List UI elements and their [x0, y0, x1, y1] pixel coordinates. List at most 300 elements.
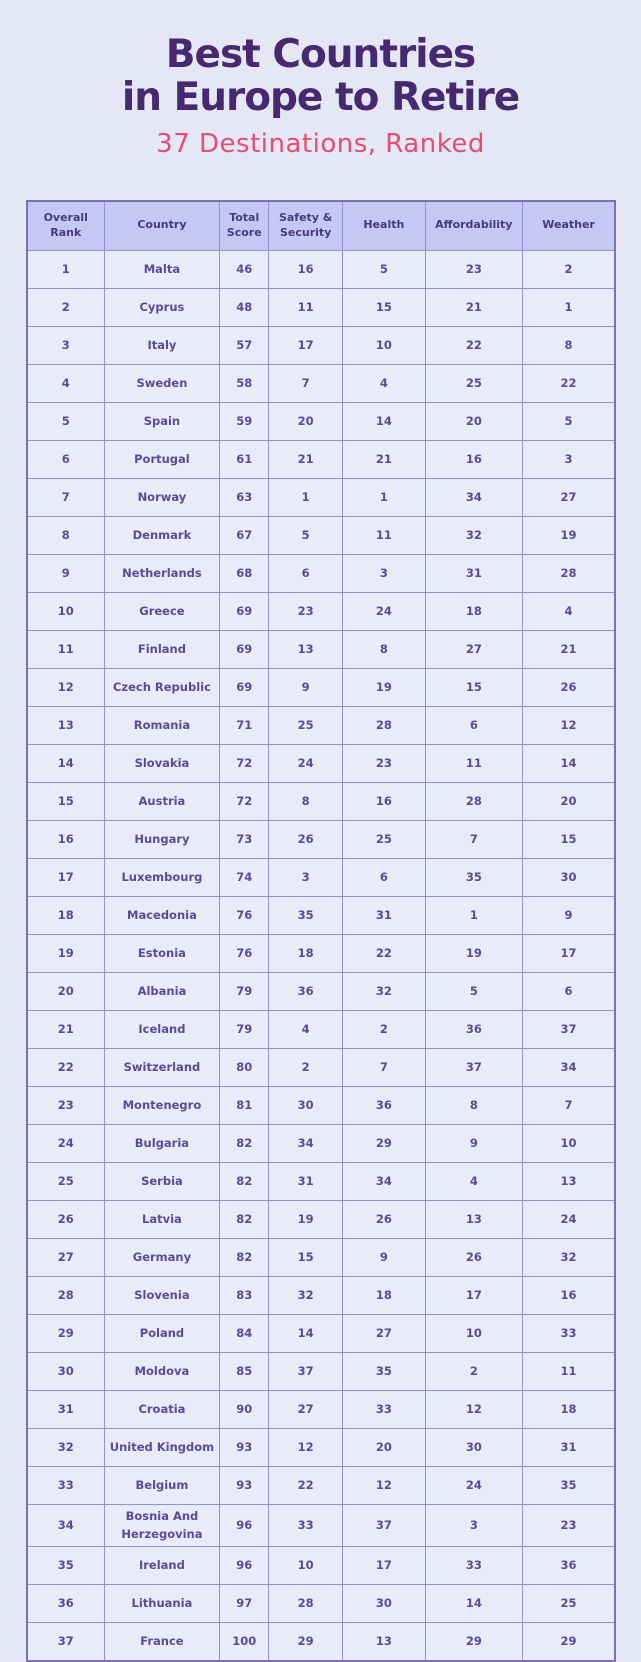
rank-cell: 34: [27, 1504, 104, 1546]
health-cell: 30: [343, 1584, 425, 1622]
total-score-cell: 96: [220, 1546, 269, 1584]
country-cell: Moldova: [104, 1352, 220, 1390]
affordability-cell: 24: [425, 1466, 523, 1504]
weather-cell: 7: [523, 1086, 615, 1124]
rank-cell: 24: [27, 1124, 104, 1162]
affordability-cell: 6: [425, 706, 523, 744]
affordability-cell: 19: [425, 934, 523, 972]
weather-cell: 28: [523, 554, 615, 592]
affordability-cell: 37: [425, 1048, 523, 1086]
affordability-cell: 4: [425, 1162, 523, 1200]
rank-cell: 4: [27, 364, 104, 402]
table-header-row: [27, 201, 615, 251]
weather-cell: 14: [523, 744, 615, 782]
table-row: [27, 972, 615, 1010]
table-header: [27, 201, 615, 251]
country-cell: Romania: [104, 706, 220, 744]
total-score-cell: 97: [220, 1584, 269, 1622]
country-cell: Germany: [104, 1238, 220, 1276]
country-cell: Greece: [104, 592, 220, 630]
health-cell: 13: [343, 1622, 425, 1661]
health-cell: 36: [343, 1086, 425, 1124]
weather-cell: 9: [523, 896, 615, 934]
health-cell: 33: [343, 1390, 425, 1428]
country-cell: Cyprus: [104, 288, 220, 326]
affordability-cell: 25: [425, 364, 523, 402]
table-row: [27, 858, 615, 896]
health-cell: 9: [343, 1238, 425, 1276]
safety-security-cell: 3: [269, 858, 343, 896]
affordability-cell: 36: [425, 1010, 523, 1048]
weather-cell: 34: [523, 1048, 615, 1086]
page-subtitle: 37 Destinations, Ranked: [156, 128, 485, 159]
affordability-cell: 5: [425, 972, 523, 1010]
country-cell: Lithuania: [104, 1584, 220, 1622]
safety-security-cell: 6: [269, 554, 343, 592]
rank-cell: 15: [27, 782, 104, 820]
total-score-cell: 79: [220, 972, 269, 1010]
page-title-line2: in Europe to Retire: [121, 74, 520, 120]
safety-security-cell: 5: [269, 516, 343, 554]
country-cell: Iceland: [104, 1010, 220, 1048]
safety-security-cell: 17: [269, 326, 343, 364]
health-cell: 12: [343, 1466, 425, 1504]
health-cell: 19: [343, 668, 425, 706]
affordability-cell: 8: [425, 1086, 523, 1124]
weather-cell: 2: [523, 250, 615, 288]
table-row: [27, 1390, 615, 1428]
total-score-cell: 69: [220, 668, 269, 706]
table-row: [27, 288, 615, 326]
rank-cell: 28: [27, 1276, 104, 1314]
weather-cell: 31: [523, 1428, 615, 1466]
country-cell: Hungary: [104, 820, 220, 858]
safety-security-cell: 2: [269, 1048, 343, 1086]
table-row: [27, 250, 615, 288]
safety-security-cell: 35: [269, 896, 343, 934]
affordability-cell: 11: [425, 744, 523, 782]
table-row: [27, 440, 615, 478]
country-cell: Montenegro: [104, 1086, 220, 1124]
weather-cell: 37: [523, 1010, 615, 1048]
country-cell: Serbia: [104, 1162, 220, 1200]
safety-security-cell: 1: [269, 478, 343, 516]
table-row: [27, 326, 615, 364]
health-cell: 35: [343, 1352, 425, 1390]
health-cell: 24: [343, 592, 425, 630]
affordability-cell: 34: [425, 478, 523, 516]
country-cell: Bulgaria: [104, 1124, 220, 1162]
country-cell: Slovakia: [104, 744, 220, 782]
country-cell: Ireland: [104, 1546, 220, 1584]
safety-security-cell: 31: [269, 1162, 343, 1200]
rank-cell: 12: [27, 668, 104, 706]
rank-cell: 33: [27, 1466, 104, 1504]
safety-security-cell: 30: [269, 1086, 343, 1124]
safety-security-cell: 8: [269, 782, 343, 820]
total-score-cell: 82: [220, 1200, 269, 1238]
health-cell: 34: [343, 1162, 425, 1200]
affordability-cell: 12: [425, 1390, 523, 1428]
safety-security-cell: 37: [269, 1352, 343, 1390]
total-score-cell: 46: [220, 250, 269, 288]
health-cell: 5: [343, 250, 425, 288]
page-title-line1: Best Countries: [165, 32, 476, 77]
weather-cell: 12: [523, 706, 615, 744]
rank-cell: 8: [27, 516, 104, 554]
health-cell: 29: [343, 1124, 425, 1162]
weather-cell: 17: [523, 934, 615, 972]
total-score-cell: 100: [220, 1622, 269, 1661]
affordability-cell: 27: [425, 630, 523, 668]
safety-security-cell: 7: [269, 364, 343, 402]
health-cell: 22: [343, 934, 425, 972]
country-cell: Netherlands: [104, 554, 220, 592]
table-row: [27, 1428, 615, 1466]
health-cell: 27: [343, 1314, 425, 1352]
weather-cell: 19: [523, 516, 615, 554]
table-row: [27, 1276, 615, 1314]
affordability-cell: 2: [425, 1352, 523, 1390]
total-score-cell: 82: [220, 1162, 269, 1200]
health-cell: 2: [343, 1010, 425, 1048]
rank-cell: 29: [27, 1314, 104, 1352]
total-score-cell: 73: [220, 820, 269, 858]
rank-cell: 6: [27, 440, 104, 478]
total-score-cell: 83: [220, 1276, 269, 1314]
health-cell: 16: [343, 782, 425, 820]
country-cell: Belgium: [104, 1466, 220, 1504]
country-cell: Slovenia: [104, 1276, 220, 1314]
health-cell: 6: [343, 858, 425, 896]
country-cell: Estonia: [104, 934, 220, 972]
table-row: [27, 402, 615, 440]
total-score-cell: 57: [220, 326, 269, 364]
weather-cell: 18: [523, 1390, 615, 1428]
table-row: [27, 630, 615, 668]
table-row: [27, 1086, 615, 1124]
affordability-cell: 21: [425, 288, 523, 326]
weather-cell: 26: [523, 668, 615, 706]
safety-security-cell: 19: [269, 1200, 343, 1238]
safety-security-cell: 11: [269, 288, 343, 326]
country-cell: Latvia: [104, 1200, 220, 1238]
safety-security-cell: 26: [269, 820, 343, 858]
weather-cell: 23: [523, 1504, 615, 1546]
safety-security-cell: 13: [269, 630, 343, 668]
affordability-cell: 9: [425, 1124, 523, 1162]
safety-security-cell: 20: [269, 402, 343, 440]
weather-cell: 35: [523, 1466, 615, 1504]
col-header-weather: Weather: [523, 201, 615, 251]
table-body: [27, 250, 615, 1660]
weather-cell: 36: [523, 1546, 615, 1584]
health-cell: 37: [343, 1504, 425, 1546]
total-score-cell: 69: [220, 630, 269, 668]
table-row: [27, 934, 615, 972]
safety-security-cell: 28: [269, 1584, 343, 1622]
table-row: [27, 1124, 615, 1162]
health-cell: 8: [343, 630, 425, 668]
affordability-cell: 15: [425, 668, 523, 706]
total-score-cell: 93: [220, 1428, 269, 1466]
rank-cell: 11: [27, 630, 104, 668]
country-cell: Croatia: [104, 1390, 220, 1428]
affordability-cell: 16: [425, 440, 523, 478]
affordability-cell: 22: [425, 326, 523, 364]
total-score-cell: 74: [220, 858, 269, 896]
table-row: [27, 1238, 615, 1276]
rank-cell: 23: [27, 1086, 104, 1124]
affordability-cell: 1: [425, 896, 523, 934]
health-cell: 7: [343, 1048, 425, 1086]
rank-cell: 17: [27, 858, 104, 896]
rank-cell: 27: [27, 1238, 104, 1276]
weather-cell: 25: [523, 1584, 615, 1622]
rank-cell: 2: [27, 288, 104, 326]
health-cell: 20: [343, 1428, 425, 1466]
table-row: [27, 1048, 615, 1086]
safety-security-cell: 24: [269, 744, 343, 782]
rank-cell: 9: [27, 554, 104, 592]
country-cell: Switzerland: [104, 1048, 220, 1086]
safety-security-cell: 9: [269, 668, 343, 706]
safety-security-cell: 33: [269, 1504, 343, 1546]
page-title: [0, 34, 641, 120]
safety-security-cell: 14: [269, 1314, 343, 1352]
rank-cell: 31: [27, 1390, 104, 1428]
safety-security-cell: 12: [269, 1428, 343, 1466]
table-row: [27, 1010, 615, 1048]
affordability-cell: 14: [425, 1584, 523, 1622]
total-score-cell: 48: [220, 288, 269, 326]
rank-cell: 21: [27, 1010, 104, 1048]
col-header-safety-security: Safety & Security: [269, 201, 343, 251]
weather-cell: 3: [523, 440, 615, 478]
affordability-cell: 33: [425, 1546, 523, 1584]
rank-cell: 5: [27, 402, 104, 440]
table-row: [27, 1200, 615, 1238]
total-score-cell: 82: [220, 1238, 269, 1276]
safety-security-cell: 34: [269, 1124, 343, 1162]
safety-security-cell: 18: [269, 934, 343, 972]
col-header-country: Country: [104, 201, 220, 251]
table-row: [27, 1504, 615, 1546]
affordability-cell: 29: [425, 1622, 523, 1661]
affordability-cell: 20: [425, 402, 523, 440]
health-cell: 14: [343, 402, 425, 440]
rank-cell: 1: [27, 250, 104, 288]
table-row: [27, 1352, 615, 1390]
col-header-affordability: Affordability: [425, 201, 523, 251]
country-cell: Italy: [104, 326, 220, 364]
weather-cell: 13: [523, 1162, 615, 1200]
safety-security-cell: 4: [269, 1010, 343, 1048]
weather-cell: 32: [523, 1238, 615, 1276]
rank-cell: 20: [27, 972, 104, 1010]
safety-security-cell: 32: [269, 1276, 343, 1314]
table-row: [27, 1622, 615, 1661]
weather-cell: 5: [523, 402, 615, 440]
rank-cell: 32: [27, 1428, 104, 1466]
rank-cell: 37: [27, 1622, 104, 1661]
col-header-total-score: Total Score: [220, 201, 269, 251]
health-cell: 10: [343, 326, 425, 364]
affordability-cell: 32: [425, 516, 523, 554]
rank-cell: 36: [27, 1584, 104, 1622]
safety-security-cell: 25: [269, 706, 343, 744]
country-cell: Norway: [104, 478, 220, 516]
weather-cell: 11: [523, 1352, 615, 1390]
rank-cell: 13: [27, 706, 104, 744]
health-cell: 23: [343, 744, 425, 782]
table-row: [27, 1466, 615, 1504]
rank-cell: 26: [27, 1200, 104, 1238]
weather-cell: 27: [523, 478, 615, 516]
health-cell: 28: [343, 706, 425, 744]
country-cell: Albania: [104, 972, 220, 1010]
country-cell: Bosnia And Herzegovina: [104, 1504, 220, 1546]
total-score-cell: 58: [220, 364, 269, 402]
weather-cell: 8: [523, 326, 615, 364]
table-row: [27, 478, 615, 516]
total-score-cell: 59: [220, 402, 269, 440]
rank-cell: 16: [27, 820, 104, 858]
country-cell: Luxembourg: [104, 858, 220, 896]
weather-cell: 33: [523, 1314, 615, 1352]
rank-cell: 19: [27, 934, 104, 972]
rank-cell: 30: [27, 1352, 104, 1390]
weather-cell: 20: [523, 782, 615, 820]
total-score-cell: 69: [220, 592, 269, 630]
weather-cell: 4: [523, 592, 615, 630]
safety-security-cell: 16: [269, 250, 343, 288]
total-score-cell: 90: [220, 1390, 269, 1428]
total-score-cell: 80: [220, 1048, 269, 1086]
health-cell: 26: [343, 1200, 425, 1238]
weather-cell: 6: [523, 972, 615, 1010]
weather-cell: 16: [523, 1276, 615, 1314]
rank-cell: 18: [27, 896, 104, 934]
affordability-cell: 23: [425, 250, 523, 288]
table-row: [27, 1546, 615, 1584]
weather-cell: 21: [523, 630, 615, 668]
health-cell: 17: [343, 1546, 425, 1584]
total-score-cell: 68: [220, 554, 269, 592]
safety-security-cell: 22: [269, 1466, 343, 1504]
safety-security-cell: 21: [269, 440, 343, 478]
rank-cell: 3: [27, 326, 104, 364]
table-row: [27, 554, 615, 592]
country-cell: Czech Republic: [104, 668, 220, 706]
table-row: [27, 364, 615, 402]
affordability-cell: 7: [425, 820, 523, 858]
country-cell: Sweden: [104, 364, 220, 402]
weather-cell: 10: [523, 1124, 615, 1162]
country-cell: United Kingdom: [104, 1428, 220, 1466]
health-cell: 25: [343, 820, 425, 858]
country-cell: Finland: [104, 630, 220, 668]
total-score-cell: 85: [220, 1352, 269, 1390]
total-score-cell: 76: [220, 934, 269, 972]
country-cell: Macedonia: [104, 896, 220, 934]
table-row: [27, 896, 615, 934]
rank-cell: 14: [27, 744, 104, 782]
affordability-cell: 30: [425, 1428, 523, 1466]
total-score-cell: 72: [220, 744, 269, 782]
total-score-cell: 63: [220, 478, 269, 516]
weather-cell: 15: [523, 820, 615, 858]
safety-security-cell: 10: [269, 1546, 343, 1584]
rank-cell: 7: [27, 478, 104, 516]
total-score-cell: 81: [220, 1086, 269, 1124]
country-cell: Denmark: [104, 516, 220, 554]
table-row: [27, 1314, 615, 1352]
weather-cell: 24: [523, 1200, 615, 1238]
safety-security-cell: 36: [269, 972, 343, 1010]
country-cell: Poland: [104, 1314, 220, 1352]
weather-cell: 22: [523, 364, 615, 402]
country-cell: Spain: [104, 402, 220, 440]
total-score-cell: 61: [220, 440, 269, 478]
weather-cell: 1: [523, 288, 615, 326]
total-score-cell: 96: [220, 1504, 269, 1546]
table-row: [27, 820, 615, 858]
table-row: [27, 592, 615, 630]
health-cell: 4: [343, 364, 425, 402]
affordability-cell: 17: [425, 1276, 523, 1314]
rank-cell: 22: [27, 1048, 104, 1086]
table-row: [27, 1162, 615, 1200]
total-score-cell: 67: [220, 516, 269, 554]
total-score-cell: 82: [220, 1124, 269, 1162]
col-header-overall-rank: Overall Rank: [27, 201, 104, 251]
affordability-cell: 18: [425, 592, 523, 630]
health-cell: 18: [343, 1276, 425, 1314]
total-score-cell: 93: [220, 1466, 269, 1504]
weather-cell: 30: [523, 858, 615, 896]
rank-cell: 10: [27, 592, 104, 630]
affordability-cell: 35: [425, 858, 523, 896]
affordability-cell: 3: [425, 1504, 523, 1546]
rank-cell: 35: [27, 1546, 104, 1584]
country-cell: Malta: [104, 250, 220, 288]
health-cell: 3: [343, 554, 425, 592]
table-row: [27, 744, 615, 782]
country-cell: Portugal: [104, 440, 220, 478]
affordability-cell: 31: [425, 554, 523, 592]
weather-cell: 29: [523, 1622, 615, 1661]
affordability-cell: 26: [425, 1238, 523, 1276]
infographic-page: [0, 34, 641, 1662]
health-cell: 21: [343, 440, 425, 478]
rankings-table: [26, 200, 616, 1662]
total-score-cell: 76: [220, 896, 269, 934]
table-row: [27, 782, 615, 820]
affordability-cell: 10: [425, 1314, 523, 1352]
safety-security-cell: 23: [269, 592, 343, 630]
table-row: [27, 516, 615, 554]
health-cell: 32: [343, 972, 425, 1010]
country-cell: Austria: [104, 782, 220, 820]
table-row: [27, 1584, 615, 1622]
rank-cell: 25: [27, 1162, 104, 1200]
safety-security-cell: 27: [269, 1390, 343, 1428]
health-cell: 1: [343, 478, 425, 516]
affordability-cell: 28: [425, 782, 523, 820]
table-row: [27, 668, 615, 706]
col-header-health: Health: [343, 201, 425, 251]
